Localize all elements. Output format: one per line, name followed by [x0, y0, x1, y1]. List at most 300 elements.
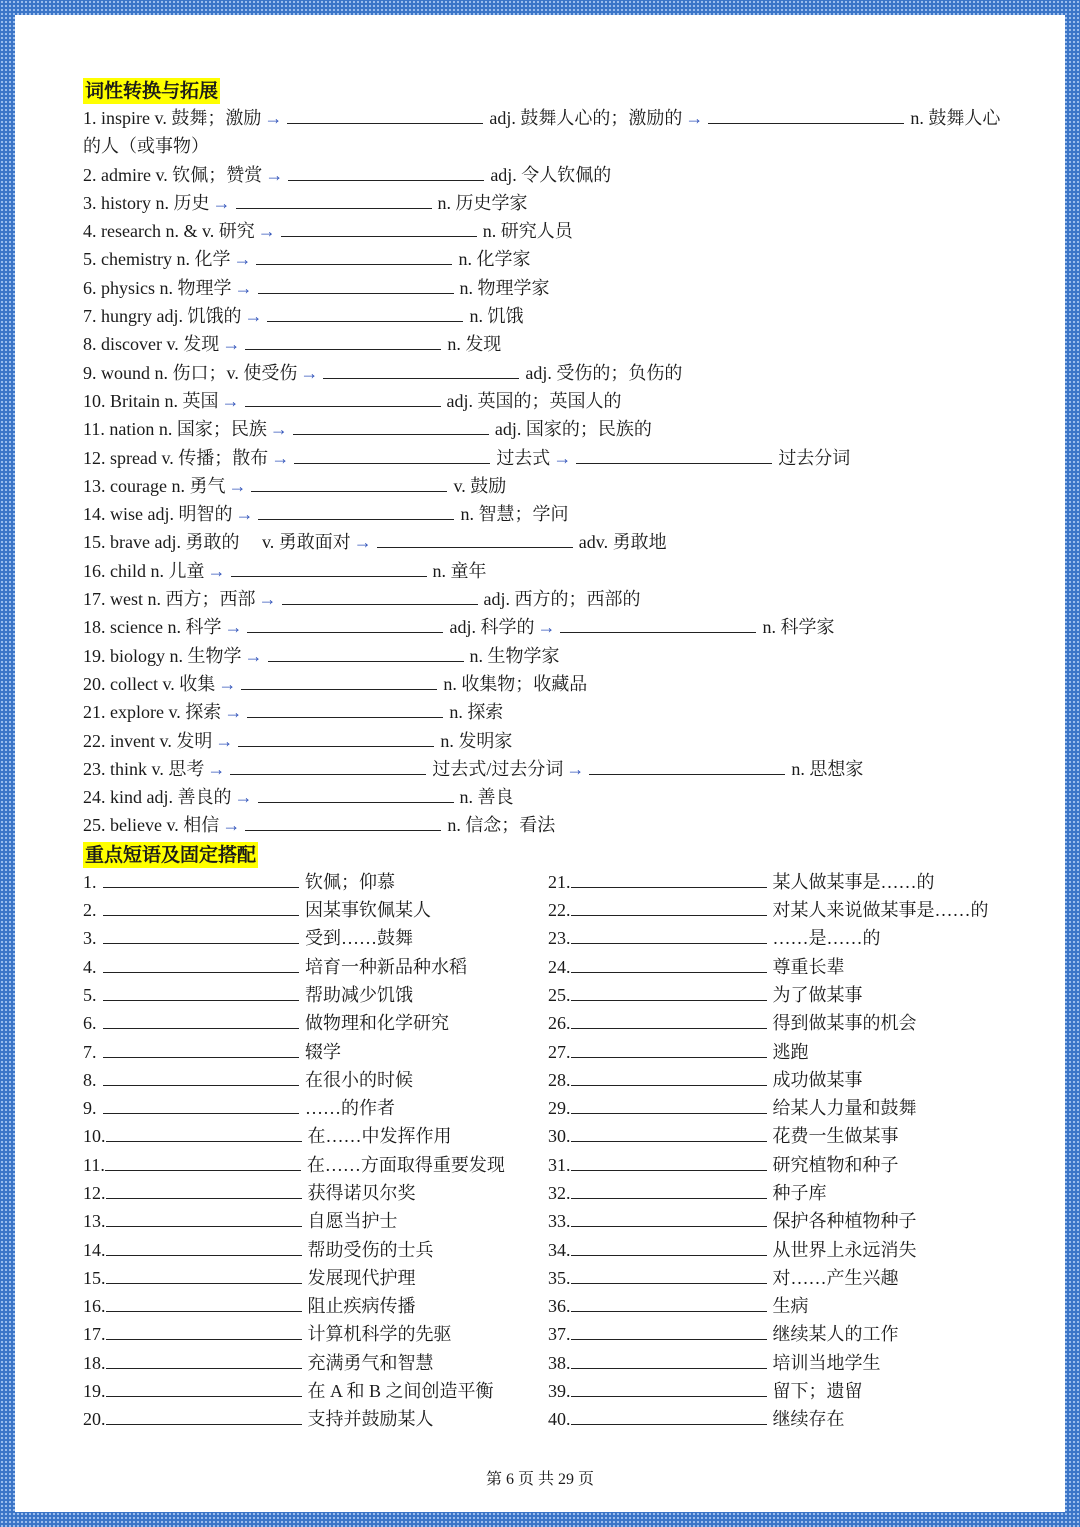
phrase-item [548, 1320, 1013, 1348]
phrase-text: ……是……的 [772, 928, 881, 949]
word-form-item [83, 245, 1013, 273]
word-form-text: adj. 令人钦佩的 [490, 164, 612, 185]
phrase-item [83, 1236, 548, 1264]
arrow-icon: → [228, 475, 247, 496]
answer-blank[interactable] [708, 105, 904, 124]
arrow-icon: → [218, 673, 237, 694]
word-form-item [83, 330, 1013, 358]
arrow-icon: → [265, 164, 284, 185]
arrow-icon: → [300, 362, 319, 383]
phrase-item [548, 1377, 1013, 1405]
phrase-item [548, 981, 1013, 1009]
phrase-text: 从世界上永远消失 [772, 1239, 917, 1260]
word-form-text: 13. courage n. 勇气 [83, 475, 226, 496]
word-form-text: n. 探索 [449, 702, 504, 723]
word-form-text: 22. invent v. 发明 [83, 730, 213, 751]
answer-blank[interactable] [281, 218, 477, 237]
phrase-number: 28. [548, 1069, 571, 1090]
answer-blank[interactable] [241, 671, 437, 690]
word-form-item [83, 642, 1013, 670]
answer-blank[interactable] [571, 1067, 767, 1086]
answer-blank[interactable] [571, 1237, 767, 1256]
phrase-text: 因某事钦佩某人 [305, 900, 431, 921]
phrase-text: 在 A 和 B 之间创造平衡 [307, 1381, 494, 1402]
phrase-text: 支持并鼓励某人 [307, 1409, 434, 1430]
phrase-item [83, 953, 548, 981]
word-form-text: n. 饥饿 [469, 306, 524, 327]
phrase-number: 30. [548, 1126, 571, 1147]
arrow-icon: → [224, 702, 243, 723]
phrase-item [548, 1009, 1013, 1037]
word-form-text: 过去分词 [778, 447, 851, 468]
word-form-item [83, 444, 1013, 472]
word-form-text: 24. kind adj. 善良的 [83, 787, 232, 808]
phrase-text: 种子库 [772, 1182, 827, 1203]
word-form-text: 19. biology n. 生物学 [83, 645, 242, 666]
arrow-icon: → [269, 419, 288, 440]
word-form-item [83, 161, 1013, 189]
phrase-text: 辍学 [305, 1041, 341, 1062]
answer-blank[interactable] [103, 1095, 299, 1114]
arrow-icon: → [566, 758, 585, 779]
word-form-item [83, 727, 1013, 755]
arrow-icon: → [235, 504, 254, 525]
phrase-item [548, 924, 1013, 952]
word-form-item [83, 359, 1013, 387]
answer-blank[interactable] [103, 1067, 299, 1086]
arrow-icon: → [258, 589, 277, 610]
phrase-columns [83, 868, 1013, 1434]
word-form-item [83, 755, 1013, 783]
word-form-item [83, 302, 1013, 330]
word-form-text: 23. think v. 思考 [83, 758, 205, 779]
word-form-text: 15. brave adj. 勇敢的 v. 勇敢面对 [83, 532, 351, 553]
word-form-text: 4. research n. & v. 研究 [83, 221, 255, 242]
answer-blank[interactable] [571, 1180, 767, 1199]
phrase-number: 29. [548, 1098, 571, 1119]
word-form-text: n. 思想家 [791, 758, 864, 779]
phrase-number: 15. [83, 1267, 106, 1288]
phrase-text: 继续某人的工作 [772, 1324, 899, 1345]
phrase-number: 1. [83, 871, 97, 892]
answer-blank[interactable] [103, 869, 299, 888]
answer-blank[interactable] [236, 190, 432, 209]
answer-blank[interactable] [258, 784, 454, 803]
phrase-item [83, 1094, 548, 1122]
arrow-icon: → [207, 560, 226, 581]
answer-blank[interactable] [293, 416, 489, 435]
phrase-number: 18. [83, 1352, 106, 1373]
word-forms-list [83, 104, 1013, 840]
arrow-icon: → [233, 249, 252, 270]
phrase-item [83, 1122, 548, 1150]
answer-blank[interactable] [105, 1152, 301, 1171]
phrase-number: 27. [548, 1041, 571, 1062]
phrase-number: 7. [83, 1041, 97, 1062]
answer-blank[interactable] [323, 360, 519, 379]
worksheet-content [83, 78, 1013, 1434]
phrase-text: 逃跑 [772, 1041, 809, 1062]
arrow-icon: → [353, 532, 372, 553]
answer-blank[interactable] [106, 1293, 302, 1312]
phrase-item [548, 1122, 1013, 1150]
arrow-icon: → [685, 108, 704, 128]
arrow-icon: → [221, 390, 240, 411]
phrase-text: 获得诺贝尔奖 [307, 1182, 416, 1203]
page-footer: 第 6 页 共 29 页 [485, 1471, 594, 1488]
word-form-text: n. 科学家 [762, 617, 835, 638]
answer-blank[interactable] [103, 925, 299, 944]
phrase-text: 培育一种新品种水稻 [305, 956, 467, 977]
phrase-number: 14. [83, 1239, 106, 1260]
phrase-number: 12. [83, 1182, 106, 1203]
phrase-text: 成功做某事 [772, 1069, 863, 1090]
answer-blank[interactable] [103, 1039, 299, 1058]
phrase-item [548, 1094, 1013, 1122]
word-form-text: 25. believe v. 相信 [83, 815, 220, 836]
phrase-item [548, 1207, 1013, 1235]
phrase-item [83, 1066, 548, 1094]
worksheet-page [15, 15, 1065, 1512]
phrase-text: 帮助受伤的士兵 [307, 1239, 434, 1260]
word-form-text: adj. 西方的；西部的 [483, 589, 641, 610]
answer-blank[interactable] [106, 1208, 302, 1227]
phrase-text: 得到做某事的机会 [772, 1013, 917, 1034]
phrase-number: 36. [548, 1296, 571, 1317]
word-form-item [83, 189, 1013, 217]
answer-blank[interactable] [230, 756, 426, 775]
phrase-text: 充满勇气和智慧 [307, 1352, 434, 1373]
word-form-text: 1. inspire v. 鼓舞；激励 [83, 108, 262, 128]
answer-blank[interactable] [231, 558, 427, 577]
section-word-forms [83, 78, 1013, 840]
word-form-text: n. 善良 [459, 787, 514, 808]
phrase-item [83, 1038, 548, 1066]
word-form-text: n. 化学家 [458, 249, 531, 270]
answer-blank[interactable] [571, 925, 767, 944]
word-form-text: adj. 受伤的；负伤的 [525, 362, 683, 383]
word-form-text: 7. hungry adj. 饥饿的 [83, 306, 242, 327]
answer-blank[interactable] [245, 812, 441, 831]
phrase-number: 2. [83, 900, 97, 921]
phrase-item [548, 1292, 1013, 1320]
answer-blank[interactable] [571, 1350, 767, 1369]
phrase-number: 8. [83, 1069, 97, 1090]
phrase-number: 11. [83, 1154, 105, 1175]
word-form-text: 6. physics n. 物理学 [83, 277, 232, 298]
answer-blank[interactable] [560, 614, 756, 633]
phrase-number: 22. [548, 900, 571, 921]
phrase-number: 35. [548, 1267, 571, 1288]
word-form-item [83, 500, 1013, 528]
phrase-item [83, 1405, 548, 1433]
phrase-text: 钦佩；仰慕 [305, 871, 395, 892]
arrow-icon: → [244, 645, 263, 666]
answer-blank[interactable] [282, 586, 478, 605]
phrase-column-right [548, 868, 1013, 1434]
word-form-text: 2. admire v. 钦佩；赞赏 [83, 164, 263, 185]
phrase-number: 19. [83, 1381, 106, 1402]
phrase-item [83, 1151, 548, 1179]
word-form-text: 9. wound n. 伤口；v. 使受伤 [83, 362, 298, 383]
answer-blank[interactable] [267, 303, 463, 322]
phrase-text: 对……产生兴趣 [772, 1267, 899, 1288]
phrase-number: 26. [548, 1013, 571, 1034]
word-form-text: n. 童年 [432, 560, 487, 581]
answer-blank[interactable] [571, 1265, 767, 1284]
phrase-text: 做物理和化学研究 [305, 1013, 449, 1034]
word-form-item [83, 783, 1013, 811]
answer-blank[interactable] [106, 1180, 302, 1199]
word-form-text: n. 智慧；学问 [460, 504, 569, 525]
phrase-text: ……的作者 [305, 1098, 395, 1119]
answer-blank[interactable] [571, 1293, 767, 1312]
answer-blank[interactable] [571, 1208, 767, 1227]
phrase-item [548, 896, 1013, 924]
answer-blank[interactable] [106, 1265, 302, 1284]
word-form-item [83, 528, 1013, 556]
arrow-icon: → [207, 758, 226, 779]
phrase-item [83, 1009, 548, 1037]
answer-blank[interactable] [103, 954, 299, 973]
word-form-text: 16. child n. 儿童 [83, 560, 205, 581]
answer-blank[interactable] [571, 1039, 767, 1058]
answer-blank[interactable] [571, 1321, 767, 1340]
phrase-column-left [83, 868, 548, 1434]
arrow-icon: → [271, 447, 290, 468]
section-phrases [83, 842, 1013, 1434]
word-form-text: 过去式/过去分词 [432, 758, 564, 779]
arrow-icon: → [224, 617, 243, 638]
phrase-number: 6. [83, 1013, 97, 1034]
phrase-item [548, 1066, 1013, 1094]
word-form-text: 5. chemistry n. 化学 [83, 249, 231, 270]
word-form-item [83, 472, 1013, 500]
answer-blank[interactable] [571, 1095, 767, 1114]
phrase-text: 自愿当护士 [307, 1211, 398, 1232]
phrase-text: 继续存在 [772, 1409, 845, 1430]
word-form-text: 20. collect v. 收集 [83, 673, 216, 694]
phrase-text: 在……中发挥作用 [307, 1126, 452, 1147]
answer-blank[interactable] [571, 954, 767, 973]
phrase-text: 花费一生做某事 [772, 1126, 899, 1147]
phrase-text: 对某人来说做某事是……的 [772, 900, 989, 921]
answer-blank[interactable] [106, 1406, 302, 1425]
answer-blank[interactable] [103, 897, 299, 916]
word-form-text: adj. 科学的 [449, 617, 535, 638]
word-form-text: n. 收集物；收藏品 [443, 673, 588, 694]
phrase-text: 研究植物和种子 [772, 1154, 899, 1175]
phrase-item [83, 1292, 548, 1320]
word-form-text: 10. Britain n. 英国 [83, 390, 219, 411]
arrow-icon: → [222, 334, 241, 355]
word-form-text: n. 历史学家 [437, 192, 528, 213]
word-form-text: v. 鼓励 [453, 475, 507, 496]
arrow-icon: → [537, 617, 556, 638]
answer-blank[interactable] [247, 614, 443, 633]
phrase-item [548, 953, 1013, 981]
answer-blank[interactable] [251, 473, 447, 492]
word-form-text: 12. spread v. 传播；散布 [83, 447, 269, 468]
phrase-number: 20. [83, 1409, 106, 1430]
phrase-text: 保护各种植物种子 [772, 1211, 917, 1232]
answer-blank[interactable] [268, 643, 464, 662]
answer-blank[interactable] [256, 246, 452, 265]
phrase-number: 21. [548, 871, 571, 892]
answer-blank[interactable] [571, 869, 767, 888]
answer-blank[interactable] [245, 331, 441, 350]
phrase-text: 在很小的时候 [305, 1069, 413, 1090]
phrase-number: 23. [548, 928, 571, 949]
phrase-text: 阻止疾病传播 [307, 1296, 416, 1317]
phrase-item [548, 1349, 1013, 1377]
word-form-text: 18. science n. 科学 [83, 617, 222, 638]
phrase-text: 留下；遗留 [772, 1381, 863, 1402]
phrase-number: 33. [548, 1211, 571, 1232]
phrase-number: 31. [548, 1154, 571, 1175]
phrase-number: 13. [83, 1211, 106, 1232]
phrase-text: 给某人力量和鼓舞 [772, 1098, 917, 1119]
word-form-text: n. 研究人员 [482, 221, 573, 242]
phrase-item [548, 1264, 1013, 1292]
word-form-text: adj. 英国的；英国人的 [446, 390, 622, 411]
arrow-icon: → [553, 447, 572, 468]
answer-blank[interactable] [571, 1152, 767, 1171]
arrow-icon: → [222, 815, 241, 836]
arrow-icon: → [244, 306, 263, 327]
word-form-text: 8. discover v. 发现 [83, 334, 220, 355]
answer-blank[interactable] [106, 1123, 302, 1142]
phrase-item [83, 896, 548, 924]
word-form-item [83, 274, 1013, 302]
phrase-number: 37. [548, 1324, 571, 1345]
word-form-item [83, 670, 1013, 698]
phrase-item [83, 1264, 548, 1292]
answer-blank[interactable] [294, 445, 490, 464]
phrase-number: 10. [83, 1126, 106, 1147]
phrase-text: 培训当地学生 [772, 1352, 881, 1373]
word-form-text: adj. 鼓舞人心的；激励的 [489, 108, 683, 128]
phrase-item [83, 1349, 548, 1377]
phrase-text: 某人做某事是……的 [772, 871, 935, 892]
word-form-text: n. 鼓舞人心的人（或事物） [83, 108, 1001, 157]
phrase-text: 受到……鼓舞 [305, 928, 413, 949]
answer-blank[interactable] [106, 1237, 302, 1256]
answer-blank[interactable] [288, 162, 484, 181]
phrase-item [83, 981, 548, 1009]
word-form-item [83, 217, 1013, 245]
phrase-number: 24. [548, 956, 571, 977]
phrase-text: 帮助减少饥饿 [305, 984, 413, 1005]
arrow-icon: → [257, 221, 276, 242]
answer-blank[interactable] [103, 1010, 299, 1029]
answer-blank[interactable] [245, 388, 441, 407]
phrase-text: 生病 [772, 1296, 809, 1317]
phrase-number: 16. [83, 1296, 106, 1317]
phrase-text: 尊重长辈 [772, 956, 845, 977]
answer-blank[interactable] [287, 105, 483, 124]
phrase-number: 25. [548, 984, 571, 1005]
phrase-number: 34. [548, 1239, 571, 1260]
answer-blank[interactable] [103, 982, 299, 1001]
answer-blank[interactable] [106, 1350, 302, 1369]
answer-blank[interactable] [589, 756, 785, 775]
word-form-text: n. 发明家 [440, 730, 513, 751]
answer-blank[interactable] [258, 501, 454, 520]
section-title-word-forms: 词性转换与拓展 [85, 80, 219, 102]
word-form-text: n. 发现 [447, 334, 502, 355]
phrase-item [548, 1038, 1013, 1066]
phrase-number: 40. [548, 1409, 571, 1430]
phrase-item [548, 868, 1013, 896]
phrase-number: 4. [83, 956, 97, 977]
word-form-text: adj. 国家的；民族的 [494, 419, 652, 440]
answer-blank[interactable] [576, 445, 772, 464]
phrase-item [548, 1236, 1013, 1264]
answer-blank[interactable] [571, 1378, 767, 1397]
phrase-item [83, 1320, 548, 1348]
word-form-text: n. 信念；看法 [447, 815, 556, 836]
arrow-icon: → [234, 277, 253, 298]
phrase-number: 3. [83, 928, 97, 949]
word-form-text: n. 物理学家 [459, 277, 550, 298]
phrase-item [83, 1207, 548, 1235]
answer-blank[interactable] [571, 982, 767, 1001]
word-form-text: 17. west n. 西方；西部 [83, 589, 256, 610]
answer-blank[interactable] [247, 699, 443, 718]
phrase-number: 5. [83, 984, 97, 1005]
word-form-text: 11. nation n. 国家；民族 [83, 419, 267, 440]
answer-blank[interactable] [258, 275, 454, 294]
phrase-text: 发展现代护理 [307, 1267, 416, 1288]
word-form-item [83, 698, 1013, 726]
answer-blank[interactable] [238, 728, 434, 747]
word-form-item [83, 387, 1013, 415]
word-form-item [83, 104, 1013, 161]
phrase-item [83, 924, 548, 952]
word-form-item [83, 415, 1013, 443]
answer-blank[interactable] [571, 1406, 767, 1425]
phrase-number: 17. [83, 1324, 106, 1345]
phrase-text: 为了做某事 [772, 984, 863, 1005]
arrow-icon: → [264, 108, 283, 128]
arrow-icon: → [234, 787, 253, 808]
word-form-item [83, 585, 1013, 613]
answer-blank[interactable] [377, 529, 573, 548]
word-form-text: adv. 勇敢地 [578, 532, 667, 553]
phrase-number: 39. [548, 1381, 571, 1402]
word-form-text: 21. explore v. 探索 [83, 702, 222, 723]
word-form-text: 3. history n. 历史 [83, 192, 210, 213]
section-title-phrases: 重点短语及固定搭配 [85, 843, 257, 866]
arrow-icon: → [215, 730, 234, 751]
answer-blank[interactable] [571, 1010, 767, 1029]
phrase-number: 38. [548, 1352, 571, 1373]
phrase-item [83, 1179, 548, 1207]
phrase-item [83, 868, 548, 896]
answer-blank[interactable] [106, 1321, 302, 1340]
word-form-item [83, 811, 1013, 839]
phrase-number: 9. [83, 1098, 97, 1119]
phrase-item [83, 1377, 548, 1405]
word-form-item [83, 557, 1013, 585]
phrase-item [548, 1405, 1013, 1433]
answer-blank[interactable] [106, 1378, 302, 1397]
answer-blank[interactable] [571, 1123, 767, 1142]
word-form-item [83, 613, 1013, 641]
answer-blank[interactable] [571, 897, 767, 916]
word-form-text: n. 生物学家 [469, 645, 560, 666]
